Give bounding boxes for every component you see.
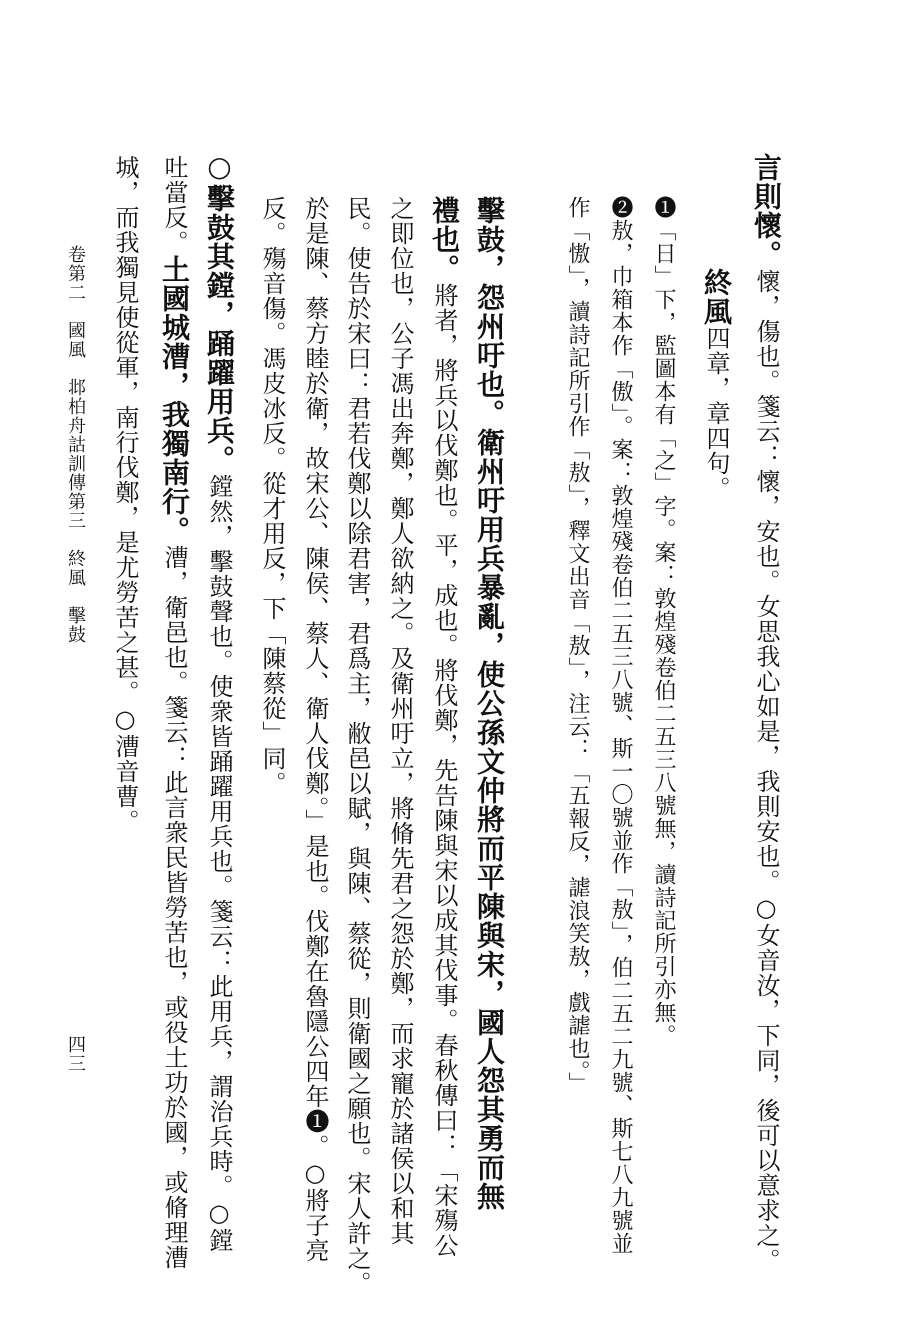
page-number: [66, 1035, 84, 1073]
text-column-10: [303, 196, 327, 1263]
commentary: 之即位也，公子馮出奔鄭，鄭人欲納之。及衛州吁立，將脩先君之怨於鄭，而求寵於諸侯以和其: [386, 196, 414, 1246]
verse-line: ○擊鼓其鏜，踊躍用兵。: [203, 150, 236, 474]
running-head: [66, 245, 84, 644]
running-head-text: 卷第二 國風 邶柏舟詁訓傳第三 終風 擊鼓: [65, 245, 86, 644]
chapter-count: 四章，章四句。: [702, 326, 730, 501]
text-column-7: [428, 196, 461, 1258]
page-number-text: 四三: [65, 1035, 86, 1073]
chapter-summary: [700, 268, 733, 501]
preface-text: 擊鼓，怨州吁也。衛州吁用兵暴亂，使公孫文仲將而平陳與宋，國人怨其勇而無: [473, 196, 506, 1211]
footnote-text: 作「慠」，讀詩記所引作「敖」，釋文出音「敖」，注云：「五報反，謔浪笑敖，戲謔也。」: [565, 196, 590, 1095]
commentary: 吐當反。: [160, 155, 188, 255]
text-column-9: [345, 196, 369, 1296]
commentary: 於是陳、蔡方睦於衛，故宋公、陳侯、蔡人、衛人伐鄭。」是也。伐鄭在魯隱公四年❶。○將子亮: [301, 196, 329, 1263]
text-column-14: [113, 155, 137, 834]
commentary: 民。使告於宋曰：君若伐鄭以除君害，君爲主，敝邑以賦，與陳、蔡從，則衛國之願也。宋人許之。: [343, 196, 371, 1296]
commentary: 漕，衛邑也。箋云：此言衆民皆勞苦也，或役土功於國，或脩理漕: [160, 545, 188, 1270]
footnote-2: [609, 196, 631, 1255]
poem-title: 終風: [700, 268, 733, 326]
text-column-11: [260, 196, 284, 796]
text-column-12: [203, 150, 236, 1253]
preface-heading: [473, 196, 506, 1211]
commentary: 反。殤音傷。馮皮冰反。從才用反，下「陳蔡從」同。: [258, 196, 286, 796]
text-column-1: [750, 153, 783, 1273]
footnote-text: ❶「日」下，監圖本有「之」字。案：敦煌殘卷伯二五三八號無，讀詩記所引亦無。: [651, 196, 676, 1047]
text-column-8: [388, 196, 412, 1246]
footnote-text: ❷敖，巾箱本作「傲」。案：敦煌殘卷伯二五三八號、斯一〇號並作「敖」，伯二五二九號、斯七八九號並: [608, 196, 633, 1255]
preface-text: 禮也。: [428, 196, 461, 283]
commentary: 城，而我獨見使從軍，南行伐鄭，是尤勞苦之甚。○漕音曹。: [111, 155, 139, 834]
commentary: 將者，將兵以伐鄭也。平，成也。將伐鄭，先告陳與宋以成其伐事。春秋傳曰：「宋殤公: [430, 283, 458, 1258]
text-column-13: [158, 155, 191, 1270]
commentary: 鏜然，擊鼓聲也。使衆皆踊躍用兵也。箋云：此用兵，謂治兵時。○鏜: [205, 474, 233, 1253]
verse-line: 言則懷。: [750, 153, 783, 269]
commentary: 懷，傷也。箋云：懷，安也。女思我心如是，我則安也。○女音汝，下同，後可以意求之。: [752, 269, 780, 1273]
footnote-1: [652, 196, 674, 1047]
verse-line: 土國城漕，我獨南行。: [158, 255, 191, 545]
footnote-2-cont: [566, 196, 588, 1095]
